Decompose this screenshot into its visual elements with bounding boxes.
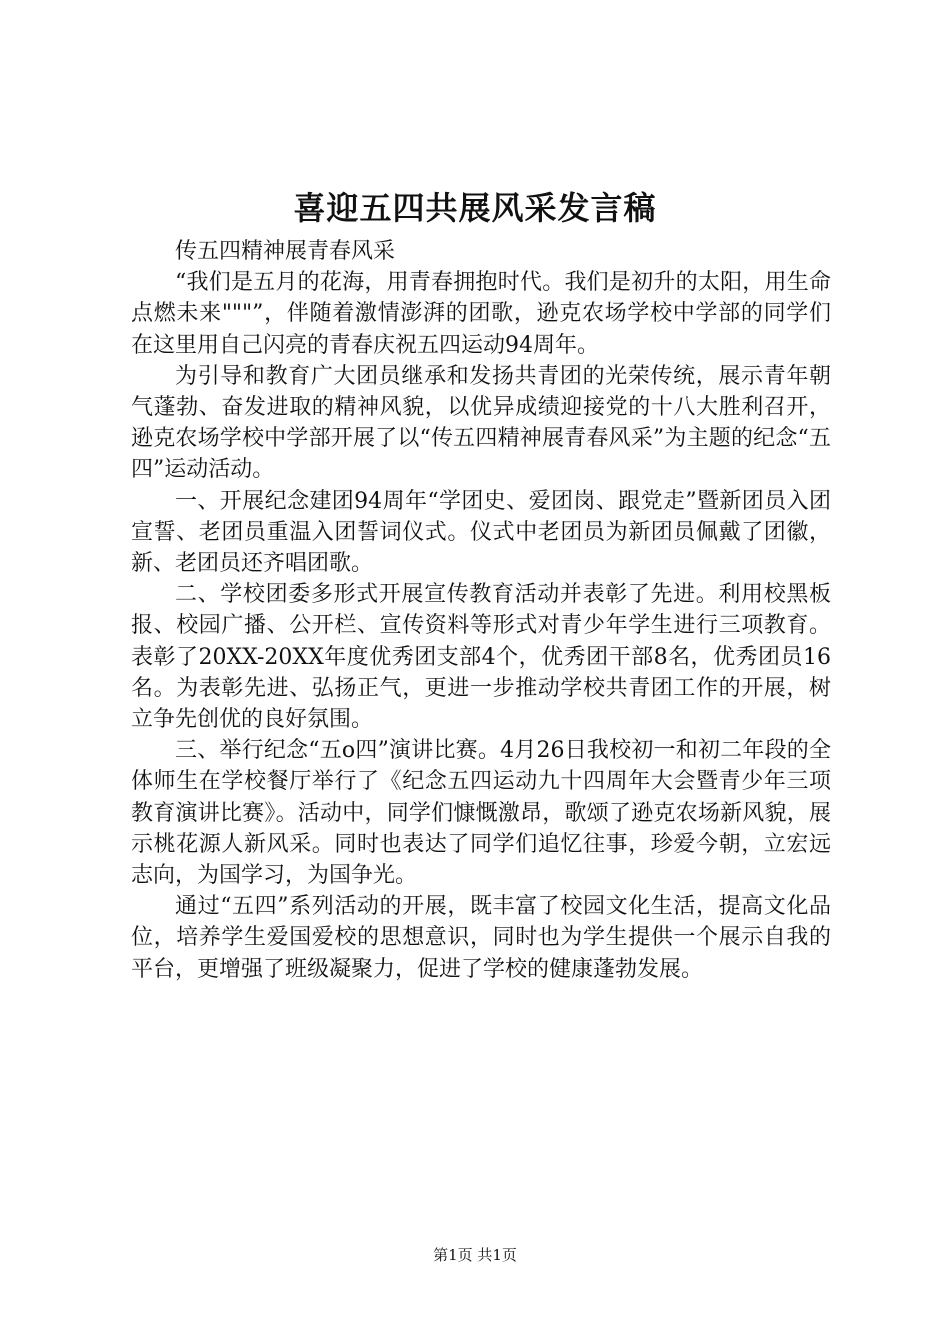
paragraph: 二、学校团委多形式开展宣传教育活动并表彰了先进。利用校黑板报、校园广播、公开栏、宣传资料等形式对青少年学生进行三项教育。表彰了20XX-20XX年度优秀团支部4个，优秀团干部8名，优秀团员16名。为表彰先进、弘扬正气，更进一步推动学校共青团工作的开展，树立争先创优的良好氛围。 (131, 582, 831, 733)
paragraph: 一、开展纪念建团94周年“学团史、爱团岗、跟党走”暨新团员入团宣誓、老团员重温入团誓词仪式。仪式中老团员为新团员佩戴了团徽，新、老团员还齐唱团歌。 (131, 488, 831, 577)
paragraph: 通过“五四”系列活动的开展，既丰富了校园文化生活，提高文化品位，培养学生爱国爱校的思想意识，同时也为学生提供一个展示自我的平台，更增强了班级凝聚力，促进了学校的健康蓬勃发展。 (131, 894, 831, 982)
document-body (131, 236, 831, 985)
paragraph-subtitle: 传五四精神展青春风采 (175, 239, 396, 264)
paragraph: “我们是五月的花海，用青春拥抱时代。我们是初升的太阳，用生命点燃未来"""”，伴随着激情澎湃的团歌，逊克农场学校中学部的同学们在这里用自己闪亮的青春庆祝五四运动94周年。 (131, 270, 831, 358)
document-title: 喜迎五四共展风采发言稿 (293, 189, 657, 227)
paragraph: 为引导和教育广大团员继承和发扬共青团的光荣传统，展示青年朝气蓬勃、奋发进取的精神风貌，以优异成绩迎接党的十八大胜利召开，逊克农场学校中学部开展了以“传五四精神展青春风采”为主题的纪念“五四”运动活动。 (131, 363, 831, 483)
page-number-footer: 第1页 共1页 (433, 1246, 517, 1264)
paragraph: 三、举行纪念“五o四”演讲比赛。4月26日我校初一和初二年段的全体师生在学校餐厅举行了《纪念五四运动九十四周年大会暨青少年三项教育演讲比赛》。活动中，同学们慷慨激昂，歌颂了逊克农场新风貌，展示桃花源人新风采。同时也表达了同学们追忆往事，珍爱今朝，立宏远志向，为国学习，为国争光。 (131, 738, 831, 889)
